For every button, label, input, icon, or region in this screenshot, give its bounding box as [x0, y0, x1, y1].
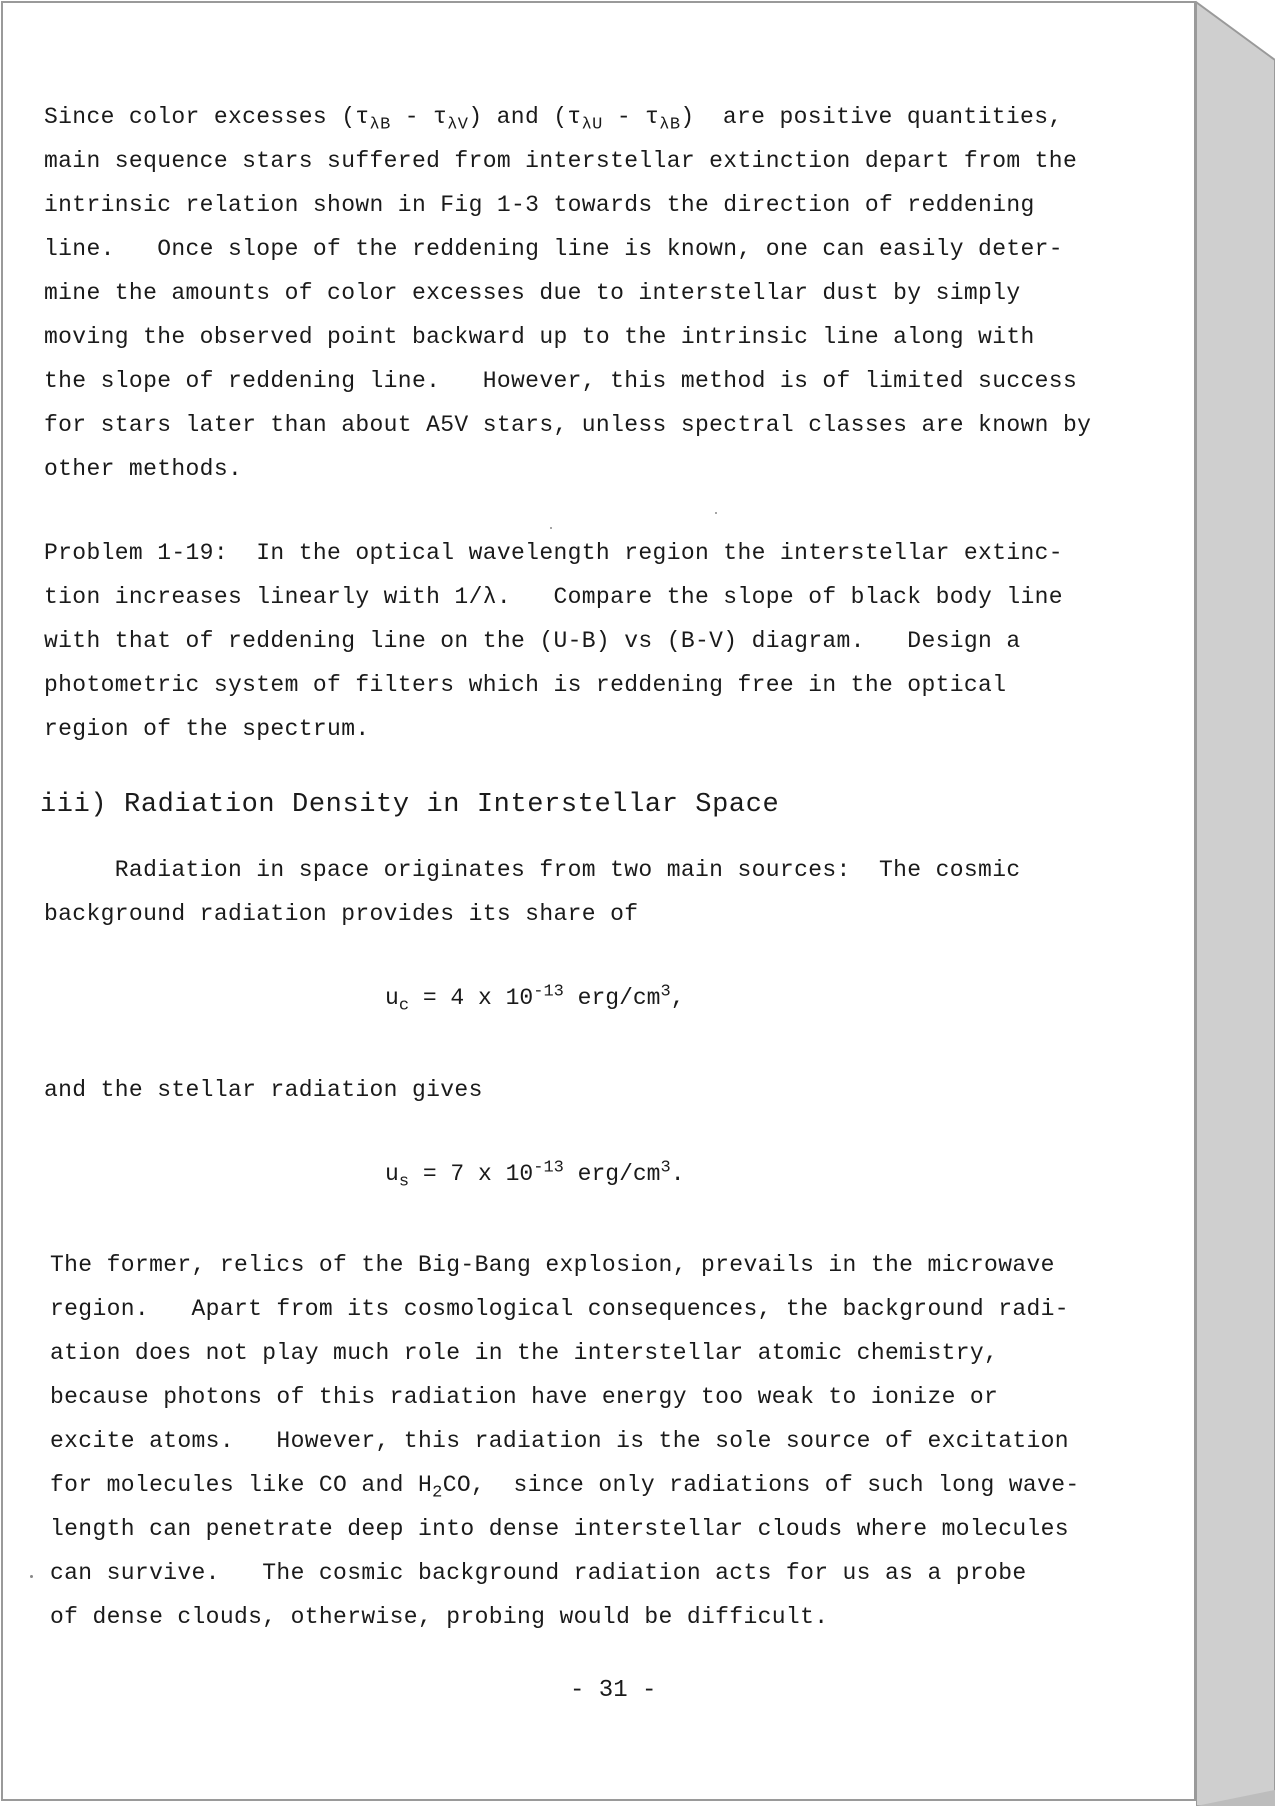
paragraph-line: region. Apart from its cosmological consequences, the background radi-: [50, 1296, 1069, 1322]
paragraph-line: because photons of this radiation have energy too weak to ionize or: [50, 1384, 999, 1410]
problem-line: region of the spectrum.: [44, 716, 370, 742]
paragraph-line: the slope of reddening line. However, this method is of limited success: [44, 368, 1078, 394]
paragraph-line: can survive. The cosmic background radiation acts for us as a probe: [50, 1560, 1027, 1586]
paragraph-line: line. Once slope of the reddening line is known, one can easily deter-: [44, 236, 1063, 262]
paragraph-line: length can penetrate deep into dense interstellar clouds where molecules: [50, 1516, 1069, 1542]
paragraph-line: moving the observed point backward up to the intrinsic line along with: [44, 324, 1035, 350]
intro-line: Radiation in space originates from two main sources: The cosmic: [44, 857, 1021, 883]
scan-speck: [30, 1575, 33, 1578]
paragraph-line: of dense clouds, otherwise, probing would be difficult.: [50, 1604, 829, 1630]
page-edge-shadow: [1196, 0, 1275, 1806]
paragraph-line: mine the amounts of color excesses due to interstellar dust by simply: [44, 280, 1021, 306]
page-number: - 31 -: [570, 1677, 657, 1704]
paragraph-line: for molecules like CO and $H_2CO$, since only radiations of such long wave-: [50, 1472, 1080, 1503]
equation-cosmic: $u_c = 4$ x $10^{-13}$ erg/$cm^3$,: [385, 982, 685, 1016]
paragraph-line: and the stellar radiation gives: [44, 1077, 483, 1103]
paragraph-line: main sequence stars suffered from interstellar extinction depart from the: [44, 148, 1078, 174]
scan-speck: [715, 512, 717, 514]
equation-stellar: $u_s = 7$ x $10^{-13}$ erg/$cm^3$.: [385, 1158, 685, 1192]
problem-line: with that of reddening line on the (U-B) vs (B-V) diagram. Design a: [44, 628, 1021, 654]
intro-line: background radiation provides its share of: [44, 901, 639, 927]
section-heading: iii) Radiation Density in Interstellar Space: [40, 790, 780, 820]
paragraph-line: intrinsic relation shown in Fig 1-3 towards the direction of reddening: [44, 192, 1035, 218]
paragraph-line: ation does not play much role in the interstellar atomic chemistry,: [50, 1340, 999, 1366]
problem-line: photometric system of filters which is reddening free in the optical: [44, 672, 1007, 698]
problem-line: tion increases linearly with 1/λ. Compare the slope of black body line: [44, 584, 1063, 610]
paragraph-line: The former, relics of the Big-Bang explosion, prevails in the microwave: [50, 1252, 1055, 1278]
paragraph-line: for stars later than about A5V stars, unless spectral classes are known by: [44, 412, 1092, 438]
paragraph-line: Since color excesses $(\tau_{\lambda B} - \tau_{\lambda V})$ and $(\tau_{\lambda U} - \tau_{\lambda B})$ are positive quantities,: [44, 104, 1063, 135]
paragraph-line: excite atoms. However, this radiation is the sole source of excitation: [50, 1428, 1069, 1454]
scan-speck: [550, 527, 552, 529]
problem-line: Problem 1-19: In the optical wavelength region the interstellar extinc-: [44, 540, 1063, 566]
paragraph-line: other methods.: [44, 456, 243, 482]
